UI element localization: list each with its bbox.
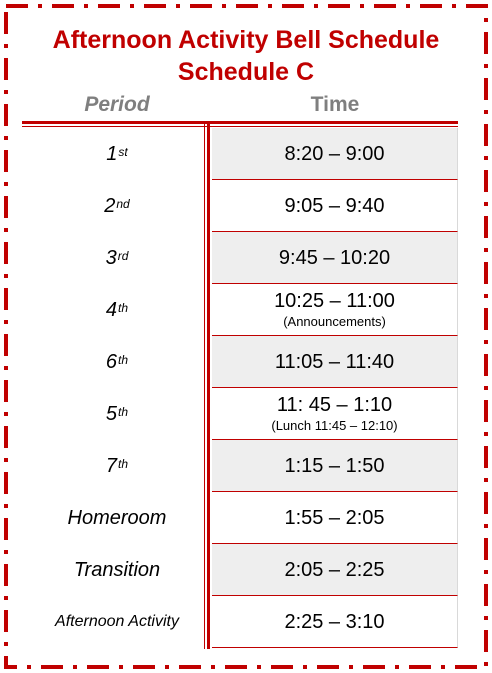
time-range: 2:05 – 2:25: [284, 558, 385, 581]
period-ordinal-suffix: th: [118, 405, 129, 419]
period-label: [24, 232, 210, 284]
schedule-title: Afternoon Activity Bell Schedule: [52, 26, 440, 54]
table-row: [212, 232, 458, 284]
time-column-header: Time: [310, 93, 360, 116]
period-ordinal-suffix: rd: [117, 249, 129, 263]
period-label-text: 5: [105, 402, 118, 425]
table-row: [212, 544, 458, 596]
table-row: [212, 388, 458, 440]
header-rule-bottom: [22, 126, 458, 127]
period-ordinal-suffix: st: [118, 145, 128, 159]
table-row: [212, 336, 458, 388]
time-range: 9:45 – 10:20: [278, 246, 391, 269]
period-label-text: 6: [105, 350, 118, 373]
period-label: [24, 440, 210, 492]
table-row: [212, 180, 458, 232]
header-rule-top: [22, 121, 458, 124]
period-ordinal-suffix: nd: [116, 197, 130, 211]
period-label: [24, 180, 210, 232]
time-range: 1:15 – 1:50: [284, 454, 385, 477]
time-range: 2:25 – 3:10: [284, 610, 385, 633]
table-row: [212, 492, 458, 544]
period-label-text: 2: [104, 194, 116, 217]
time-range: 1:55 – 2:05: [284, 506, 385, 529]
period-label: [24, 388, 210, 440]
period-label-text: 3: [105, 246, 117, 269]
period-label: [24, 596, 210, 648]
period-label-text: 1: [106, 142, 118, 165]
period-label: [24, 544, 210, 596]
period-label-text: Afternoon Activity: [55, 613, 179, 630]
period-label-text: Transition: [73, 558, 161, 581]
time-range: 11: 45 – 1:10: [276, 394, 393, 416]
time-range: 11:05 – 11:40: [274, 350, 395, 373]
table-row: [212, 440, 458, 492]
period-label: [24, 284, 210, 336]
period-label-text: Homeroom: [67, 506, 167, 529]
time-range: 8:20 – 9:00: [284, 142, 385, 165]
table-row: [212, 128, 458, 180]
time-note: (Announcements): [283, 314, 386, 329]
period-ordinal-suffix: th: [118, 353, 129, 367]
period-label: [24, 492, 210, 544]
table-row: [212, 284, 458, 336]
time-range: 10:25 – 11:00: [274, 290, 395, 312]
period-column-header: Period: [84, 93, 150, 116]
time-range: 9:05 – 9:40: [284, 194, 385, 217]
time-note: (Lunch 11:45 – 12:10): [271, 418, 398, 433]
period-ordinal-suffix: th: [118, 457, 129, 471]
period-label-text: 7: [105, 454, 118, 477]
period-label: [24, 336, 210, 388]
schedule-subtitle: Schedule C: [177, 58, 315, 86]
period-label: [24, 128, 210, 180]
period-label-text: 4: [105, 298, 118, 321]
table-row: [212, 596, 458, 648]
period-ordinal-suffix: th: [118, 301, 129, 315]
